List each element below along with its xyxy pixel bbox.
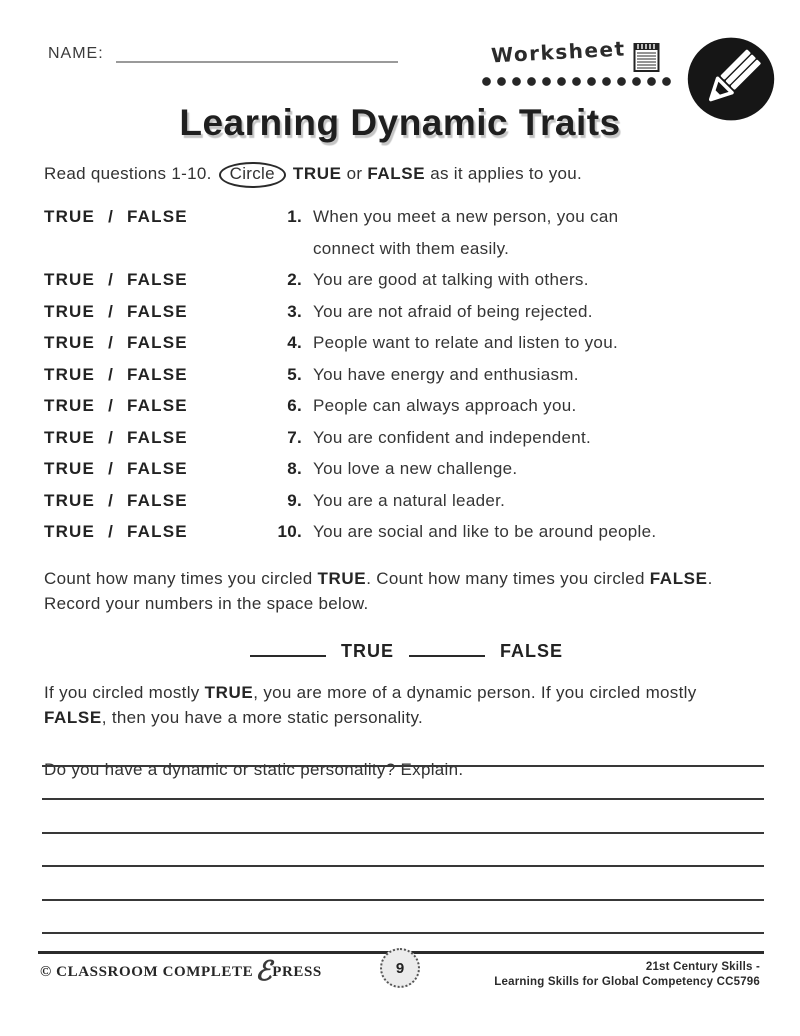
true-false-options (44, 296, 204, 328)
name-label: NAME: (48, 45, 104, 62)
question-row (44, 264, 760, 296)
true-false-options (44, 485, 204, 517)
question-row (44, 516, 760, 548)
explain-prompt: Do you have a dynamic or static personality? Explain. (44, 759, 464, 779)
slash: / (108, 364, 115, 384)
page-title: Learning Dynamic Traits (179, 102, 621, 143)
name-field-row (48, 44, 398, 63)
question-text: You love a new challenge. (313, 459, 518, 478)
count-true: TRUE (317, 568, 367, 588)
question-number: 6. (287, 396, 302, 415)
question-number: 4. (287, 333, 302, 352)
question-row (44, 485, 760, 517)
instructions-true: TRUE (292, 164, 342, 183)
writing-line[interactable] (42, 733, 764, 767)
question-text: You are good at talking with others. (313, 270, 589, 289)
question-number: 10. (277, 522, 302, 541)
series-line-2: Learning Skills for Global Competency CC5796 (494, 976, 760, 988)
false-option[interactable]: FALSE (127, 490, 188, 510)
true-false-options (44, 422, 204, 454)
false-option[interactable]: FALSE (127, 333, 188, 352)
question-number: 9. (287, 490, 302, 510)
question-row (44, 359, 760, 391)
false-count-label: FALSE (500, 640, 564, 661)
false-option[interactable]: FALSE (127, 459, 188, 478)
question-row (44, 453, 760, 485)
answer-lines (42, 733, 764, 934)
false-option[interactable]: FALSE (127, 207, 188, 226)
slash: / (108, 522, 115, 541)
question-text: People can always approach you. (313, 396, 577, 415)
result-false: FALSE (44, 707, 102, 727)
true-false-options (44, 327, 204, 359)
question-text: You are a natural leader. (313, 490, 506, 510)
question-text: You are not afraid of being rejected. (313, 301, 593, 321)
question-text: You are social and like to be around people. (313, 522, 657, 541)
slash: / (108, 207, 115, 226)
false-option[interactable]: FALSE (127, 427, 188, 447)
true-false-options (44, 359, 204, 391)
true-option[interactable]: TRUE (44, 522, 96, 541)
question-row (44, 296, 760, 328)
true-false-options (44, 201, 204, 264)
copyright-text: © CLASSROOM COMPLETE (40, 963, 254, 980)
instructions (44, 162, 760, 188)
notepad-icon (633, 40, 660, 78)
true-option[interactable]: TRUE (44, 427, 96, 447)
question-row (44, 327, 760, 359)
count-instructions (44, 566, 734, 616)
false-option[interactable]: FALSE (127, 364, 188, 384)
worksheet-content (44, 162, 760, 782)
result-text-2: , you are more of a dynamic person. If you circled mostly (253, 682, 697, 702)
count-text: Count how many times you circled (44, 568, 318, 588)
result-text: If you circled mostly (44, 682, 205, 702)
writing-line[interactable] (42, 867, 764, 901)
slash: / (108, 427, 115, 447)
true-option[interactable]: TRUE (44, 490, 96, 510)
series-line-1: 21st Century Skills - (645, 961, 760, 973)
publisher-credit (40, 956, 322, 987)
count-false: FALSE (649, 568, 708, 588)
tally-row (44, 637, 760, 662)
false-option[interactable]: FALSE (127, 270, 188, 289)
false-option[interactable]: FALSE (127, 396, 188, 415)
question-number: 3. (287, 301, 302, 321)
count-text-3: . Record your numbers in the space below. (44, 568, 713, 613)
slash: / (108, 396, 115, 415)
worksheet-tag (490, 36, 660, 78)
question-number: 2. (287, 270, 302, 289)
true-false-options (44, 516, 204, 548)
question-number: 1. (287, 207, 302, 226)
true-option[interactable]: TRUE (44, 333, 96, 352)
true-option[interactable]: TRUE (44, 301, 96, 321)
result-true: TRUE (204, 682, 254, 702)
page-number: 9 (395, 959, 405, 977)
count-text-2: . Count how many times you circled (366, 568, 650, 588)
series-credit (494, 960, 760, 990)
press-text: PRESS (272, 963, 322, 980)
question-text: People want to relate and listen to you. (313, 333, 618, 352)
slash: / (108, 301, 115, 321)
dotted-leader (478, 75, 676, 88)
circle-word: Circle (219, 162, 286, 188)
name-input-line[interactable] (116, 44, 398, 63)
true-option[interactable]: TRUE (44, 207, 96, 226)
true-false-options (44, 264, 204, 296)
writing-line[interactable] (42, 901, 764, 935)
true-false-options (44, 453, 204, 485)
worksheet-label: Worksheet (490, 36, 627, 68)
page-number-badge (380, 948, 420, 988)
writing-line[interactable] (42, 767, 764, 801)
slash: / (108, 490, 115, 510)
publisher-logo-icon: ℰ (255, 956, 273, 987)
false-option[interactable]: FALSE (127, 301, 188, 321)
result-explanation (44, 680, 734, 730)
instructions-or: or (341, 164, 368, 183)
true-false-options (44, 390, 204, 422)
question-row (44, 422, 760, 454)
true-option[interactable]: TRUE (44, 364, 96, 384)
result-text-3: , then you have a more static personality. (101, 707, 424, 727)
question-row (44, 390, 760, 422)
instructions-tail: as it applies to you. (425, 164, 583, 183)
instructions-false: FALSE (367, 164, 426, 183)
slash: / (108, 333, 115, 352)
question-text: You have energy and enthusiasm. (313, 364, 579, 384)
question-text: You are confident and independent. (313, 427, 592, 447)
instructions-text: Read questions 1-10. (44, 164, 217, 183)
true-option[interactable]: TRUE (44, 270, 96, 289)
false-count-blank[interactable] (409, 637, 485, 657)
true-option[interactable]: TRUE (44, 459, 96, 478)
question-number: 8. (287, 459, 302, 478)
question-text: When you meet a new person, you can connect with them easily. (313, 207, 619, 258)
question-number: 7. (287, 427, 302, 447)
question-row (44, 201, 760, 264)
true-option[interactable]: TRUE (44, 396, 96, 415)
question-number: 5. (287, 364, 302, 384)
writing-line[interactable] (42, 800, 764, 834)
slash: / (108, 459, 115, 478)
writing-line[interactable] (42, 834, 764, 868)
true-count-blank[interactable] (250, 637, 326, 657)
slash: / (108, 270, 115, 289)
true-count-label: TRUE (340, 640, 394, 661)
false-option[interactable]: FALSE (127, 522, 188, 541)
